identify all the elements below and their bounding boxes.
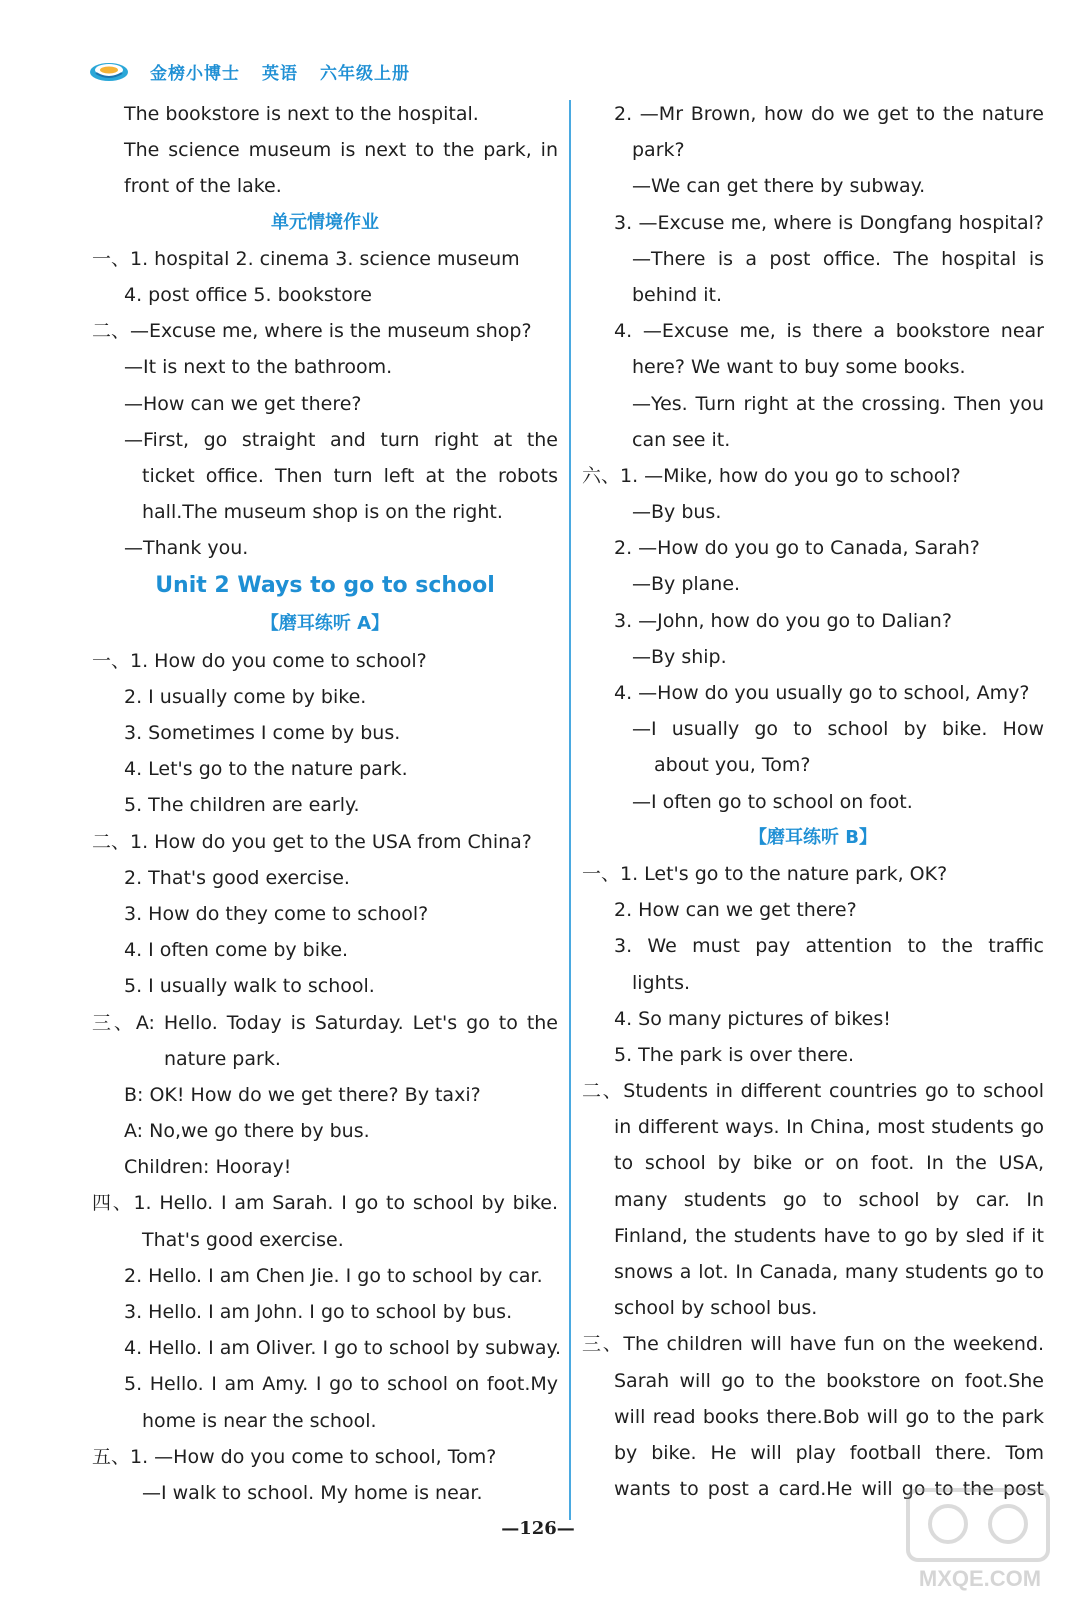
text-line: hall.The museum shop is on the right. xyxy=(142,501,503,524)
text-line: 5. I usually walk to school. xyxy=(124,975,375,998)
text-line: —I often go to school on foot. xyxy=(632,790,913,813)
text-line: —Thank you. xyxy=(124,537,249,560)
text-line: school by school bus. xyxy=(614,1297,818,1320)
text-line: 2. That's good exercise. xyxy=(124,866,350,889)
text-line: Children: Hooray! xyxy=(124,1156,292,1179)
text-line: —By plane. xyxy=(632,573,741,596)
text-line: —By ship. xyxy=(632,645,727,668)
text-line: B: OK! How do we get there? By taxi? xyxy=(124,1083,481,1106)
text-line: 3. —Excuse me, where is Dongfang hospital? xyxy=(614,211,1044,234)
text-line: to school by bike or on foot. In the USA, xyxy=(614,1152,1044,1175)
text-line: —First, go straight and turn right at the xyxy=(124,428,558,451)
text-line: in different ways. In China, most students go xyxy=(614,1116,1044,1139)
text-line: 一、1. Let's go to the nature park, OK? xyxy=(582,862,948,885)
text-line: 一、1. How do you come to school? xyxy=(92,649,427,672)
text-line: nature park. xyxy=(164,1047,281,1070)
text-line: lights. xyxy=(632,971,691,994)
text-line: can see it. xyxy=(632,428,731,451)
section-heading: 【磨耳练听 A】 xyxy=(260,613,390,635)
text-line: —It is next to the bathroom. xyxy=(124,356,393,379)
text-line: many students go to school by car. In xyxy=(614,1188,1044,1211)
watermark-logo xyxy=(900,1484,1060,1594)
text-line: 3. How do they come to school? xyxy=(124,902,429,925)
text-line: 三、A: Hello. Today is Saturday. Let's go to the xyxy=(92,1011,558,1034)
unit-title: Unit 2 Ways to go to school xyxy=(155,573,495,599)
text-line: —Yes. Turn right at the crossing. Then you xyxy=(632,392,1044,415)
text-line: —How can we get there? xyxy=(124,392,362,415)
text-line: 二、—Excuse me, where is the museum shop? xyxy=(92,320,532,343)
text-line: 4. Let's go to the nature park. xyxy=(124,758,408,781)
text-line: by bike. He will play football there. Tom xyxy=(614,1441,1044,1464)
text-line: 5. The children are early. xyxy=(124,794,360,817)
text-line: 二、1. How do you get to the USA from China? xyxy=(92,830,532,853)
text-line: —There is a post office. The hospital is xyxy=(632,247,1044,270)
text-line: snows a lot. In Canada, many students go to xyxy=(614,1261,1044,1283)
text-line: home is near the school. xyxy=(142,1409,377,1432)
text-line: ticket office. Then turn left at the robots xyxy=(142,464,558,487)
page-number: —126— xyxy=(501,1518,575,1539)
text-line: 3. Hello. I am John. I go to school by bus. xyxy=(124,1301,513,1323)
text-line: here? We want to buy some books. xyxy=(632,356,966,379)
text-line: —I usually go to school by bike. How xyxy=(632,718,1044,741)
text-line: 六、1. —Mike, how do you go to school? xyxy=(582,464,961,487)
text-line: The bookstore is next to the hospital. xyxy=(124,103,479,125)
right-column xyxy=(582,96,1044,1507)
text-line: 4. —Excuse me, is there a bookstore near xyxy=(614,320,1044,343)
text-line: 2. —Mr Brown, how do we get to the nature xyxy=(614,103,1044,125)
text-line: 四、1. Hello. I am Sarah. I go to school by bike. xyxy=(92,1192,558,1215)
text-line: will read books there.Bob will go to the park xyxy=(614,1405,1044,1428)
text-line: park? xyxy=(632,139,685,162)
text-line: Finland, the students have to go by sled if it xyxy=(614,1224,1044,1247)
text-line: 3. We must pay attention to the traffic xyxy=(614,935,1044,958)
text-line: 2. I usually come by bike. xyxy=(124,685,367,708)
text-line: A: No,we go there by bus. xyxy=(124,1120,370,1143)
text-line: 4. So many pictures of bikes! xyxy=(614,1007,891,1030)
subject-label: 英语 xyxy=(262,63,298,84)
text-line: front of the lake. xyxy=(124,175,282,198)
text-line: 5. Hello. I am Amy. I go to school on foot.My xyxy=(124,1373,558,1396)
text-line: 5. The park is over there. xyxy=(614,1043,855,1066)
text-line: about you, Tom? xyxy=(654,754,811,777)
text-line: —We can get there by subway. xyxy=(632,175,926,198)
text-line: The science museum is next to the park, in xyxy=(124,139,558,162)
text-line: behind it. xyxy=(632,283,722,306)
section-heading: 单元情境作业 xyxy=(271,211,379,233)
text-line: 二、Students in different countries go to school xyxy=(582,1080,1044,1103)
text-line: 4. —How do you usually go to school, Amy? xyxy=(614,682,1030,704)
text-line: 2. —How do you go to Canada, Sarah? xyxy=(614,537,980,560)
text-line: Sarah will go to the bookstore on foot.She xyxy=(614,1369,1044,1392)
column-divider xyxy=(569,100,571,1520)
brand-label: 金榜小博士 xyxy=(150,63,240,84)
text-line: —I walk to school. My home is near. xyxy=(142,1481,483,1504)
text-line: That's good exercise. xyxy=(142,1228,344,1251)
left-column xyxy=(92,96,562,1511)
text-line: 3. Sometimes I come by bus. xyxy=(124,722,401,744)
text-line: 2. How can we get there? xyxy=(614,899,857,922)
text-line: 4. I often come by bike. xyxy=(124,939,349,962)
text-line: wants to post a card.He will go to the post xyxy=(614,1478,1044,1501)
text-line: —By bus. xyxy=(632,501,722,524)
grade-label: 六年级上册 xyxy=(320,63,410,84)
page-header xyxy=(88,56,432,86)
book-logo-icon xyxy=(88,59,130,83)
section-heading: 【磨耳练听 B】 xyxy=(749,826,877,848)
text-line: 五、1. —How do you come to school, Tom? xyxy=(92,1445,497,1468)
watermark-text: MXQE.COM xyxy=(918,1566,1042,1591)
text-line: 2. Hello. I am Chen Jie. I go to school by car. xyxy=(124,1264,543,1287)
text-line: 4. Hello. I am Oliver. I go to school by subway. xyxy=(124,1337,562,1360)
text-line: 一、1. hospital 2. cinema 3. science museum xyxy=(92,247,520,270)
text-line: 三、The children will have fun on the weekend. xyxy=(582,1333,1044,1356)
text-line: 4. post office 5. bookstore xyxy=(124,283,372,306)
text-line: 3. —John, how do you go to Dalian? xyxy=(614,609,952,632)
